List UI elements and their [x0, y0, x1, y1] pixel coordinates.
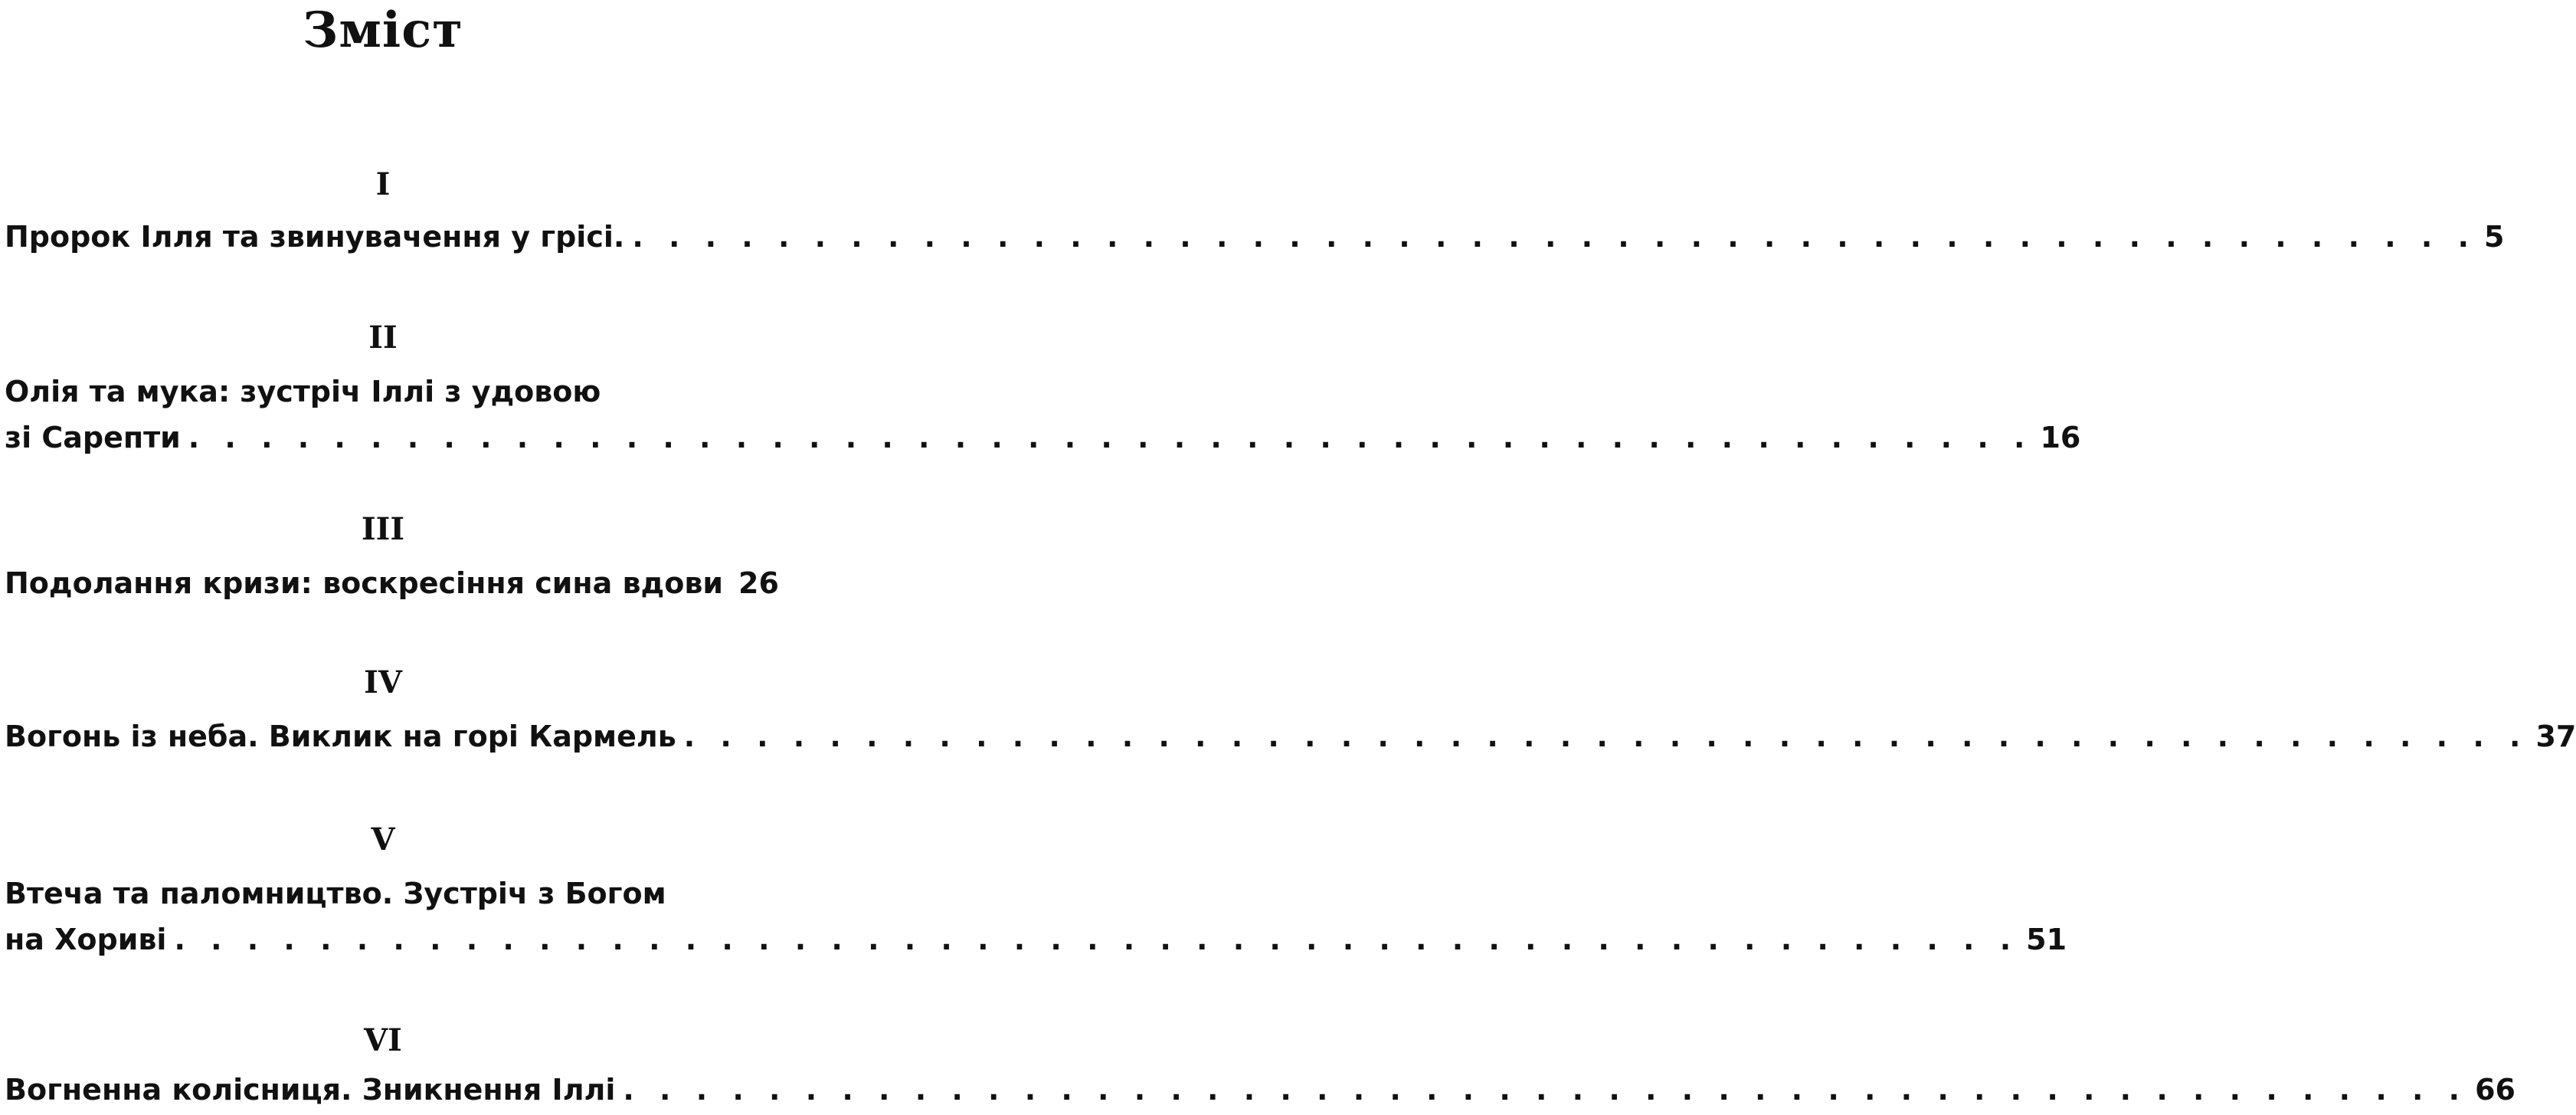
toc-chapter: [0, 661, 2576, 759]
toc-chapter: [0, 1019, 2515, 1113]
page-number: 5: [2484, 220, 2505, 254]
page-number: 66: [2475, 1073, 2515, 1107]
toc-entry[interactable]: [0, 713, 2576, 759]
toc-entry[interactable]: [0, 1067, 2515, 1113]
chapter-numeral: VI: [364, 1022, 402, 1058]
chapter-title-line-1: Втеча та паломництво. Зустріч з Богом: [5, 877, 666, 910]
chapter-title-line-2: зі Сарепти: [5, 421, 181, 454]
page-number: 16: [2040, 421, 2081, 454]
page-number: 26: [738, 566, 779, 600]
toc-entry[interactable]: [0, 369, 2081, 461]
chapter-title: Подолання кризи: воскресіння сина вдови: [5, 566, 723, 600]
toc-entry[interactable]: [0, 214, 2505, 260]
page-number: 37: [2535, 720, 2576, 753]
chapter-title: Вогонь із неба. Виклик на горі Кармель: [5, 720, 676, 753]
toc-chapter: [0, 163, 2505, 260]
page-title: Зміст: [303, 2, 463, 59]
toc-entry[interactable]: [0, 871, 2067, 963]
chapter-numeral: V: [371, 821, 395, 858]
chapter-numeral: I: [375, 166, 391, 202]
toc-chapter: [0, 316, 2081, 461]
chapter-numeral: III: [361, 511, 405, 547]
dot-leader: [623, 1067, 2467, 1113]
chapter-numeral: II: [368, 320, 398, 356]
dot-leader: [684, 713, 2529, 759]
chapter-numeral: IV: [364, 664, 402, 700]
chapter-title: Пророк Ілля та звинувачення у грісі.: [5, 220, 625, 254]
chapter-title-line-1: Олія та мука: зустріч Іллі з удовою: [5, 375, 601, 408]
dot-leader: [188, 415, 2033, 461]
dot-leader: [632, 214, 2476, 260]
dot-leader: [174, 917, 2018, 963]
toc-chapter: [0, 818, 2067, 963]
toc-chapter: [0, 508, 779, 606]
page-number: 51: [2026, 923, 2067, 956]
chapter-title-line-2: на Хориві: [5, 923, 167, 956]
toc-entry[interactable]: [0, 560, 779, 606]
chapter-title: Вогненна колісниця. Зникнення Іллі: [5, 1073, 616, 1107]
